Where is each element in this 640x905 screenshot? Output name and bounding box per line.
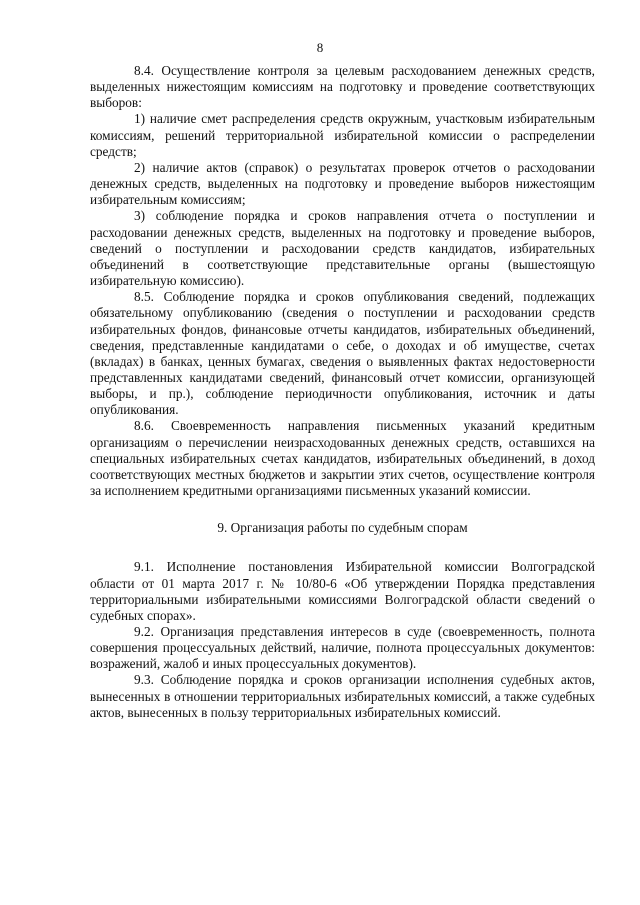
page-number: 8 (316, 40, 324, 55)
paragraph-8-4: 8.4. Осуществление контроля за целевым расходованием денежных средств, выделенных нижестоящим комиссиям на подготовку и проведение соответствующих выборов: (90, 63, 595, 111)
paragraph-8-4-item-1: 1) наличие смет распределения средств окружным, участковым избирательным комиссиям, решений территориальной избирательной комиссии о распределении средств; (90, 111, 595, 159)
paragraph-9-1: 9.1. Исполнение постановления Избирательной комиссии Волгоградской области от 01 марта 2017 г. № 10/80-6 «Об утверждении Порядка представления территориальными избирательными комиссиями Волгоградской области сведений о судебных спорах». (90, 559, 595, 623)
paragraph-9-3: 9.3. Соблюдение порядка и сроков организации исполнения судебных актов, вынесенных в отношении территориальных избирательных комиссий, а также судебных актов, вынесенных в пользу территориальных избирательных комиссий. (90, 672, 595, 720)
paragraph-8-5: 8.5. Соблюдение порядка и сроков опубликования сведений, подлежащих обязательному опубликованию (сведения о поступлении и расходовании средств избирательных фондов, финансовые отчеты кандидатов, избирательных объединений, сведения, представленные кандидатами о себе, о доходах и об имуществе, счетах (вкладах) в банках, ценных бумагах, сведения о выявленных фактах недостоверности представленных кандидатами сведений, финансовый отчет комиссии, организующей выборы, и пр.), соблюдение периодичности опубликования, источник и даты опубликования. (90, 289, 595, 418)
paragraph-8-6: 8.6. Своевременность направления письменных указаний кредитным организациям о перечислении неизрасходованных денежных средств, оставшихся на специальных избирательных счетах кандидатов, избирательных объединений, в доход соответствующих местных бюджетов и закрытии этих счетов, осуществление контроля за исполнением кредитными организациями письменных указаний комиссии. (90, 418, 595, 499)
paragraph-8-4-item-3: 3) соблюдение порядка и сроков направления отчета о поступлении и расходовании денежных средств, выделенных на подготовку и проведение выборов, сведений о поступлении и расходовании средств кандидатов, избирательных объединений в соответствующие представительные органы (вышестоящую избирательную комиссию). (90, 208, 595, 289)
section-9-heading: 9. Организация работы по судебным спорам (217, 520, 468, 536)
paragraph-8-4-item-2: 2) наличие актов (справок) о результатах проверок отчетов о расходовании денежных средств, выделенных на подготовку и проведение выборов нижестоящим избирательным комиссиям; (90, 159, 595, 208)
paragraph-9-2: 9.2. Организация представления интересов в суде (своевременность, полнота совершения процессуальных действий, наличие, полнота процессуальных документов: возражений, жалоб и иных процессуальных документов). (90, 624, 595, 672)
document-body (90, 63, 595, 721)
